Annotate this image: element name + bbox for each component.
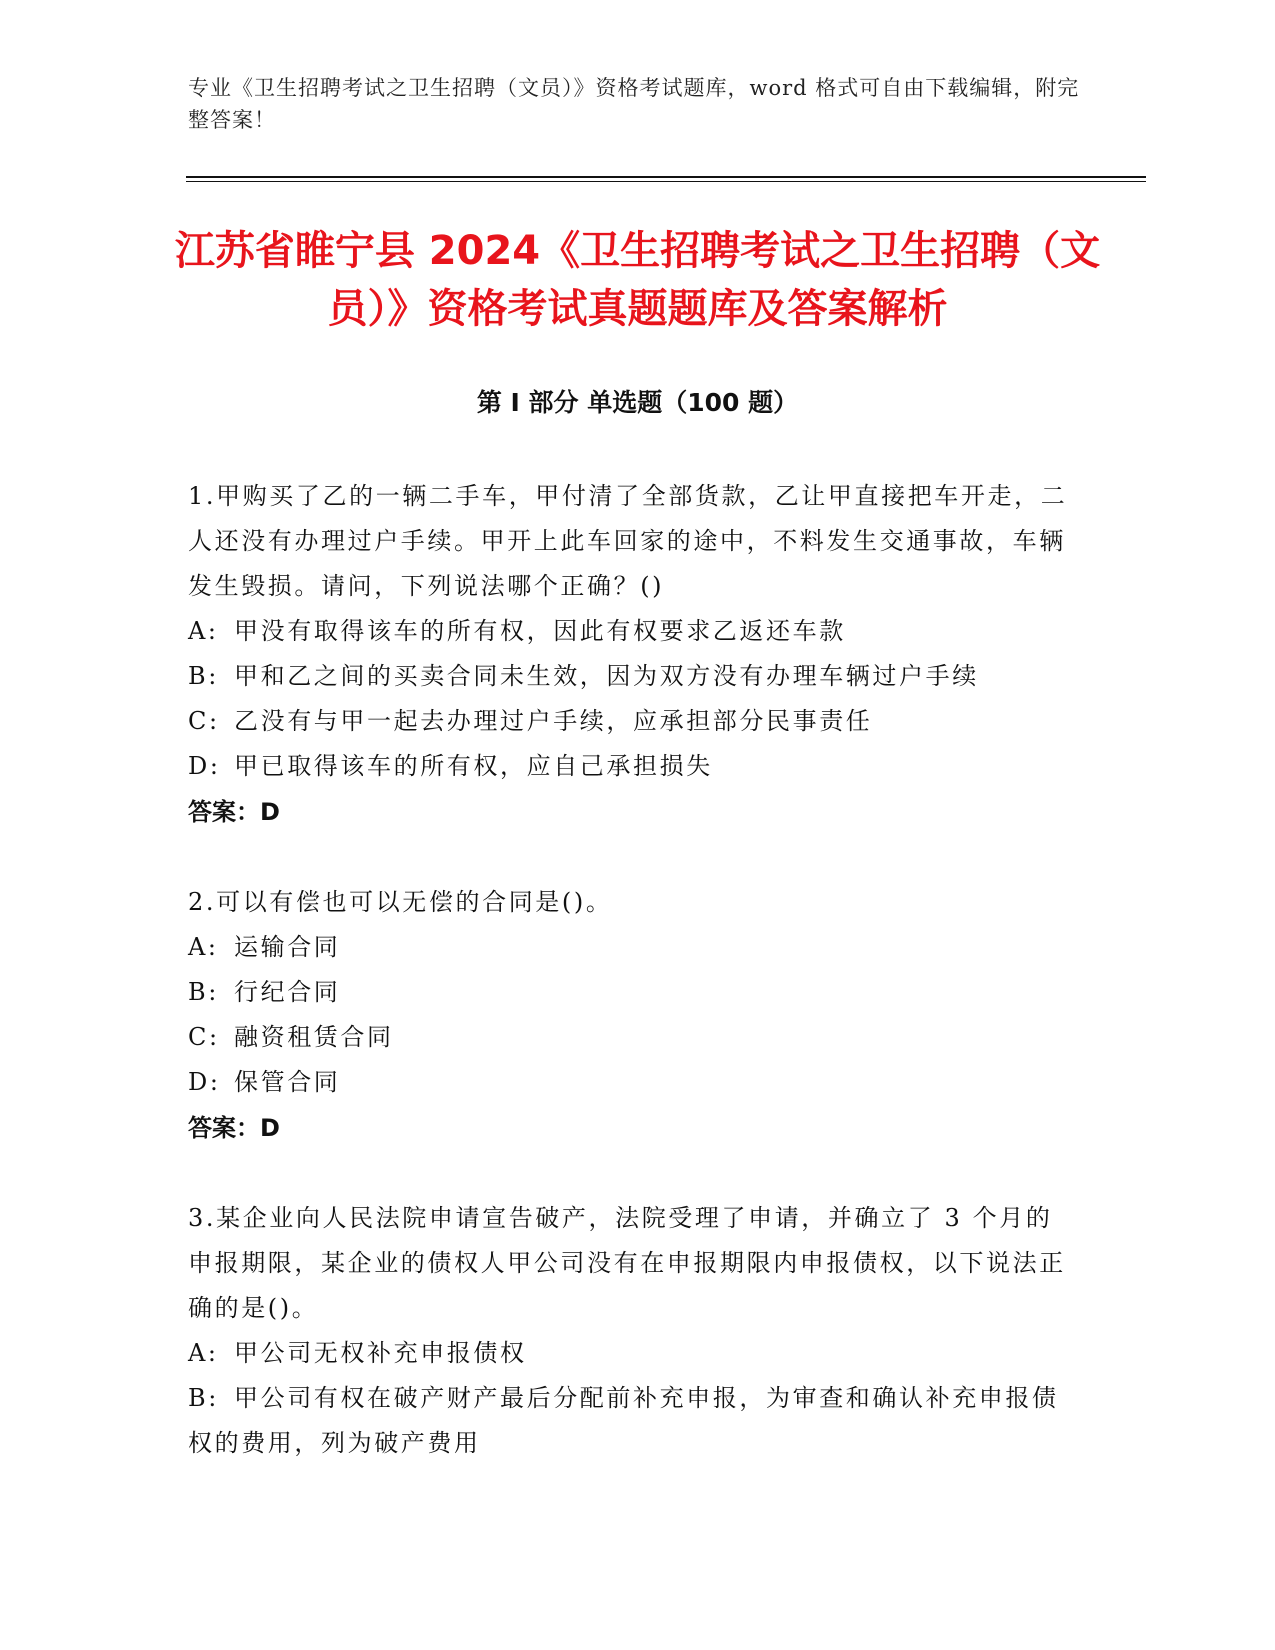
option-letter: B: <box>188 1384 219 1412</box>
option-text: 甲没有取得该车的所有权，因此有权要求乙返还车款 <box>234 617 846 645</box>
option-letter: D: <box>188 752 221 780</box>
option-text: 甲公司无权补充申报债权 <box>234 1339 527 1367</box>
question-stem: 2.可以有偿也可以无偿的合同是()。 <box>188 888 613 916</box>
question-3 <box>188 1196 1068 1466</box>
question-1 <box>188 474 1068 835</box>
option-c <box>188 699 1068 744</box>
option-letter: C: <box>188 707 220 735</box>
option-d <box>188 1060 1068 1105</box>
question-2 <box>188 880 1068 1151</box>
option-a <box>188 609 1068 654</box>
option-letter: A: <box>188 933 219 961</box>
header-rule-thin <box>186 181 1146 182</box>
section-title: 第 I 部分 单选题（100 题） <box>476 388 799 417</box>
header-note: 专业《卫生招聘考试之卫生招聘（文员）》资格考试题库，word 格式可自由下载编辑，附完整答案！ <box>188 76 1080 132</box>
option-b <box>188 654 1068 699</box>
option-b <box>188 970 1068 1015</box>
option-d <box>188 744 1068 789</box>
option-letter: A: <box>188 1339 219 1367</box>
option-text: 运输合同 <box>234 933 341 961</box>
option-letter: B: <box>188 978 219 1006</box>
option-text: 乙没有与甲一起去办理过户手续，应承担部分民事责任 <box>234 707 873 735</box>
option-text: 甲已取得该车的所有权，应自己承担损失 <box>234 752 713 780</box>
answer-line: 答案：D <box>188 798 280 826</box>
answer-line: 答案：D <box>188 1114 280 1142</box>
option-text: 甲公司有权在破产财产最后分配前补充申报，为审查和确认补充申报债权的费用，列为破产费用 <box>188 1384 1059 1457</box>
question-stem: 3.某企业向人民法院申请宣告破产，法院受理了申请，并确立了 3 个月的申报期限，某企业的债权人甲公司没有在申报期限内申报债权，以下说法正确的是()。 <box>188 1204 1066 1322</box>
question-list <box>188 474 1068 1511</box>
option-b <box>188 1376 1068 1466</box>
option-text: 融资租赁合同 <box>234 1023 394 1051</box>
option-letter: A: <box>188 617 219 645</box>
document-title: 江苏省睢宁县 2024《卫生招聘考试之卫生招聘（文员）》资格考试真题题库及答案解析 <box>174 228 1101 332</box>
option-letter: D: <box>188 1068 221 1096</box>
option-text: 保管合同 <box>234 1068 341 1096</box>
option-a <box>188 925 1068 970</box>
option-letter: C: <box>188 1023 220 1051</box>
option-c <box>188 1015 1068 1060</box>
option-text: 行纪合同 <box>234 978 341 1006</box>
question-stem: 1.甲购买了乙的一辆二手车，甲付清了全部货款，乙让甲直接把车开走，二人还没有办理过户手续。甲开上此车回家的途中，不料发生交通事故，车辆发生毁损。请问，下列说法哪个正确？() <box>188 482 1068 600</box>
option-a <box>188 1331 1068 1376</box>
option-letter: B: <box>188 662 219 690</box>
option-text: 甲和乙之间的买卖合同未生效，因为双方没有办理车辆过户手续 <box>234 662 979 690</box>
header-rule-thick <box>186 176 1146 178</box>
